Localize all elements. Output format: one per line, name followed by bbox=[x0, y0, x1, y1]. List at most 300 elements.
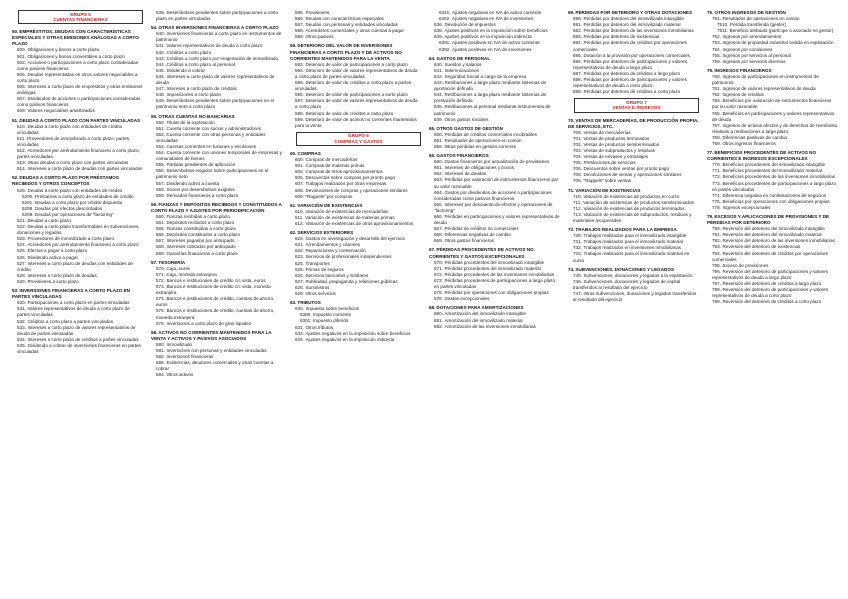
section-number: 50. bbox=[12, 29, 19, 35]
account-name: Cuenta corriente con socios y administradores bbox=[166, 125, 261, 131]
account-code: 607. bbox=[295, 181, 304, 187]
account-item bbox=[151, 251, 282, 257]
account-item bbox=[290, 34, 421, 40]
account-name: Pérdidas por valoración de instrumentos financieros por su valor razonable bbox=[434, 177, 559, 189]
account-code: 695. bbox=[573, 52, 582, 58]
account-name: Deudas a corto plazo por crédito dispuesto bbox=[35, 199, 123, 205]
account-name: Variación de existencias de mercaderías bbox=[305, 208, 388, 214]
account-code: 621. bbox=[295, 242, 304, 248]
account-name: Pérdidas por deterioro de participaciones y valores representativos de deuda a largo plazo bbox=[573, 58, 687, 70]
account-name: Transportes bbox=[305, 260, 330, 266]
account-code: 525. bbox=[17, 248, 26, 254]
group-subtitle: VENTAS E INGRESOS bbox=[612, 105, 661, 111]
account-name: Cuenta corriente con uniones temporales de empresas y comunidades de bienes bbox=[156, 150, 282, 162]
account-code: 567. bbox=[156, 238, 165, 244]
account-name: Servicios de profesionales independientes bbox=[305, 254, 392, 260]
account-name: Ingresos por comisiones bbox=[722, 46, 773, 52]
account-section bbox=[290, 43, 421, 128]
account-code: 791. bbox=[712, 232, 721, 238]
account-name: Pérdidas de créditos comerciales incobrables bbox=[444, 131, 537, 137]
account-code: 763. bbox=[712, 98, 721, 104]
account-code: 759. bbox=[712, 58, 721, 64]
account-name: Pérdidas procedentes del inmovilizado intangible bbox=[444, 259, 545, 265]
account-name: Beneficios por operaciones con obligaciones propias bbox=[722, 198, 830, 204]
group-subtitle: COMPRAS Y GASTOS bbox=[334, 138, 383, 144]
account-item bbox=[151, 360, 282, 372]
account-section bbox=[429, 56, 560, 123]
account-code: 521. bbox=[17, 218, 26, 223]
account-item bbox=[12, 148, 143, 160]
account-section bbox=[290, 203, 421, 227]
account-name: Deudas representadas en otros valores negociables a corto plazo bbox=[17, 71, 138, 83]
account-name: Deudas con características especiales bbox=[305, 16, 384, 22]
account-code: 572. bbox=[156, 277, 165, 283]
account-code: 5208. bbox=[22, 205, 34, 211]
account-code: 510. bbox=[17, 123, 26, 129]
account-name: Reversión del deterioro de créditos a largo plazo bbox=[722, 281, 822, 287]
section-number: 62. bbox=[290, 230, 297, 236]
account-name: Otros gastos financieros bbox=[444, 238, 494, 244]
account-item bbox=[12, 279, 143, 285]
account-code: 626. bbox=[295, 272, 304, 278]
account-name: Deudas a corto plazo bbox=[27, 218, 71, 223]
account-item bbox=[290, 80, 421, 92]
account-section bbox=[290, 230, 421, 297]
group-title: GRUPO 6 bbox=[348, 133, 369, 139]
account-name: Deudas por operaciones de "factoring" bbox=[35, 211, 114, 217]
section-number: 79. bbox=[707, 214, 714, 219]
account-item bbox=[290, 337, 421, 343]
account-item bbox=[12, 325, 143, 337]
account-section bbox=[290, 151, 421, 200]
account-name: Desembolsos pendientes sobre participaciones a corto plazo en partes vinculadas bbox=[156, 10, 279, 22]
account-code: 628. bbox=[295, 284, 304, 290]
section-heading bbox=[429, 247, 560, 259]
account-code: 642. bbox=[434, 73, 443, 79]
section-heading bbox=[290, 43, 421, 61]
account-name: Beneficio atribuido (partícipe o asociado no gestor) bbox=[729, 28, 834, 34]
account-name: Deterioro de valor de valores representativos de deuda a corto plazo bbox=[295, 98, 418, 110]
account-code: 623. bbox=[295, 254, 304, 260]
account-name: Otros gastos sociales bbox=[444, 116, 489, 122]
account-name: Amortización de las inversiones inmobiliarias bbox=[444, 323, 536, 329]
account-name: Pérdida transferida (gestor) bbox=[730, 22, 786, 28]
account-code: 596. bbox=[295, 92, 304, 98]
account-item bbox=[707, 59, 838, 65]
account-item bbox=[290, 291, 421, 297]
section-number: 71. bbox=[568, 187, 575, 193]
account-section bbox=[568, 188, 699, 225]
account-name: Intereses a corto plazo de valores representativos de deuda de partes vinculadas bbox=[17, 324, 136, 336]
account-code: 547. bbox=[156, 86, 165, 92]
account-section bbox=[429, 305, 560, 329]
account-item bbox=[12, 136, 143, 148]
account-name: Gastos financieros por actualización de provisiones bbox=[444, 159, 550, 165]
account-name: Ingresos de valores representativos de deuda bbox=[722, 86, 816, 92]
account-code: 566. bbox=[156, 232, 165, 238]
section-number: 56. bbox=[151, 201, 158, 207]
account-code: 666. bbox=[434, 214, 443, 219]
section-title: TRABAJOS REALIZADOS PARA LA EMPRESA bbox=[575, 227, 677, 233]
account-name: Dividendo activo a pagar bbox=[27, 254, 79, 260]
account-name: Devolución de impuestos bbox=[444, 22, 496, 28]
account-code: 690. bbox=[573, 16, 582, 22]
section-title: SUBVENCIONES, DONACIONES Y LEGADOS bbox=[575, 266, 675, 272]
section-title: COMPRAS bbox=[297, 150, 321, 156]
account-name: Gastos excepcionales bbox=[444, 296, 490, 302]
account-code: 574. bbox=[156, 296, 165, 302]
account-name: Compras de otros aprovisionamientos bbox=[305, 169, 383, 175]
account-name: Ajustes positivos en la imposición sobre beneficios bbox=[444, 28, 548, 34]
account-section bbox=[12, 175, 143, 285]
account-name: Publicidad, propaganda y relaciones públicas bbox=[305, 278, 398, 284]
account-item bbox=[429, 80, 560, 92]
account-code: 795. bbox=[712, 262, 721, 268]
account-code: 505. bbox=[17, 71, 26, 77]
account-code: 606. bbox=[295, 175, 304, 181]
account-name: Intereses de obligaciones y bonos bbox=[444, 165, 514, 171]
section-number: 59. bbox=[290, 43, 297, 49]
account-code: 660. bbox=[434, 159, 443, 165]
account-name: Ingresos por arrendamientos bbox=[722, 34, 782, 40]
account-name: Intereses a corto plazo de empréstitos y otras emisiones análogas bbox=[17, 84, 143, 96]
account-code: 629. bbox=[295, 291, 304, 297]
account-item bbox=[568, 279, 699, 291]
account-code: 501. bbox=[17, 53, 26, 59]
account-code: 5209. bbox=[22, 211, 34, 217]
account-code: 512. bbox=[17, 147, 26, 153]
account-code: 551. bbox=[156, 125, 165, 131]
account-section bbox=[12, 288, 143, 355]
account-name: Créditos a corto plazo bbox=[166, 49, 212, 55]
account-code: 640. bbox=[434, 61, 443, 67]
account-code: 583. bbox=[156, 360, 165, 366]
account-code: 533. bbox=[17, 324, 26, 330]
account-code: 767. bbox=[712, 122, 721, 128]
account-section bbox=[151, 330, 282, 379]
account-code: 762. bbox=[712, 92, 721, 98]
account-code: 539. bbox=[156, 10, 165, 15]
account-code: 700. bbox=[573, 129, 582, 135]
account-name: Gastos por dividendos de acciones o participaciones consideradas como pasivos financieros bbox=[434, 189, 552, 201]
account-code: 662. bbox=[434, 171, 443, 177]
account-code: 797. bbox=[712, 281, 721, 287]
account-name: Cuentas corrientes en fusiones y escisiones bbox=[166, 143, 257, 149]
account-name: Créditos a corto plazo por enajenación de inmovilizado bbox=[166, 55, 279, 61]
account-name: Reversión del deterioro del inmovilizado material bbox=[722, 232, 822, 238]
account-name: Deterioro de valor de créditos a corto plazo bbox=[305, 110, 394, 116]
account-name: Ingresos de participaciones en instrumentos de patrimonio bbox=[712, 73, 819, 86]
account-item bbox=[151, 31, 282, 43]
account-section bbox=[707, 214, 838, 305]
account-code: 769. bbox=[712, 140, 721, 146]
account-section bbox=[429, 126, 560, 150]
section-title: VARIACIÓN DE EXISTENCIAS bbox=[297, 202, 363, 208]
account-item bbox=[151, 74, 282, 86]
account-code: 541. bbox=[156, 43, 165, 49]
account-item bbox=[429, 238, 560, 244]
account-code: 624. bbox=[295, 260, 304, 266]
account-item bbox=[568, 59, 699, 71]
section-number: 73. bbox=[568, 227, 575, 233]
account-code: 664. bbox=[434, 189, 443, 195]
column-1 bbox=[12, 10, 143, 593]
account-name: Créditos a corto plazo a partes vinculadas bbox=[27, 318, 113, 324]
account-code: 644. bbox=[434, 92, 443, 98]
section-title: GASTOS FINANCIEROS bbox=[436, 153, 489, 159]
section-title: EMPRÉSTITOS, DEUDAS CON CARACTERÍSTICAS ESPECIALES Y OTRAS EMISIONES ANÁLOGAS A CORTO PLAZO bbox=[12, 29, 139, 47]
account-name: Inversiones financieras a corto plazo en instrumentos de patrimonio bbox=[156, 31, 282, 43]
account-code: 682. bbox=[434, 323, 443, 329]
section-heading bbox=[151, 330, 282, 342]
account-code: 681. bbox=[434, 317, 443, 323]
account-name: Reversión del deterioro del inmovilizado intangible bbox=[722, 226, 825, 232]
account-name: Diferencias positivas de cambio bbox=[722, 134, 788, 140]
account-code: 585. bbox=[295, 10, 304, 15]
section-title: OTRAS CUENTAS NO BANCARIAS bbox=[158, 113, 235, 119]
section-title: EXCESOS Y APLICACIONES DE PROVISIONES Y DE PÉRDIDAS POR DETERIORO bbox=[707, 214, 830, 226]
account-item bbox=[12, 124, 143, 136]
account-code: 548. bbox=[156, 92, 165, 98]
account-code: 794. bbox=[712, 250, 721, 256]
account-code: 601. bbox=[295, 163, 304, 169]
account-code: 6300. bbox=[300, 312, 312, 318]
section-title: ACTIVOS NO CORRIENTES MANTENIDOS PARA LA VENTA Y ACTIVOS Y PASIVOS ASOCIADOS bbox=[151, 329, 272, 341]
account-code: 740. bbox=[573, 272, 582, 278]
account-code: 612. bbox=[295, 221, 304, 226]
account-name: Titular de la explotación bbox=[166, 119, 215, 125]
account-section bbox=[151, 202, 282, 257]
account-name: Intereses a corto plazo de créditos a partes vinculadas bbox=[27, 336, 139, 342]
account-section bbox=[707, 10, 838, 65]
account-name: Ventas de subproductos y residuos bbox=[583, 147, 655, 153]
account-code: 699. bbox=[573, 89, 582, 95]
account-code: 506. bbox=[17, 84, 26, 90]
account-section bbox=[12, 118, 143, 173]
account-code: 638. bbox=[434, 28, 443, 34]
account-code: 708. bbox=[573, 172, 582, 178]
account-name: Fianzas recibidas a corto plazo bbox=[166, 214, 230, 219]
account-code: 694. bbox=[573, 40, 582, 46]
account-section bbox=[707, 150, 838, 211]
account-code: 792. bbox=[712, 238, 721, 244]
account-name: Participaciones a corto plazo en partes vinculadas bbox=[27, 300, 130, 306]
account-name: Proveedores de inmovilizado a corto plazo, partes vinculadas bbox=[17, 135, 129, 147]
account-code: 6391. bbox=[439, 40, 451, 46]
account-code: 771. bbox=[712, 168, 721, 174]
account-item bbox=[429, 278, 560, 290]
account-code: 770. bbox=[712, 162, 721, 168]
account-name: Inversiones financieras bbox=[166, 354, 214, 360]
account-name: Derivados financieros a corto plazo bbox=[166, 192, 239, 198]
account-code: 678. bbox=[434, 296, 443, 302]
section-number: 61. bbox=[290, 202, 297, 208]
section-title: GASTOS DE PERSONAL bbox=[436, 55, 491, 61]
account-code: 522. bbox=[17, 224, 26, 230]
account-name: Diferencias negativas de cambio bbox=[444, 232, 511, 238]
section-number: 75. bbox=[707, 10, 714, 15]
account-code: 543. bbox=[156, 55, 165, 61]
account-subitem bbox=[429, 47, 560, 53]
account-name: Bancos e instituciones de crédito, cuentas de ahorro, moneda extranjera bbox=[156, 308, 275, 320]
account-code: 581. bbox=[156, 347, 165, 353]
section-heading bbox=[12, 288, 143, 300]
account-code: 711. bbox=[573, 199, 582, 205]
account-name: Servicios bancarios y similares bbox=[305, 272, 369, 278]
account-item bbox=[568, 77, 699, 89]
account-name: Depósitos recibidos a corto plazo bbox=[166, 220, 235, 226]
account-code: 599. bbox=[295, 116, 304, 122]
account-code: 669. bbox=[434, 238, 443, 244]
account-name: Variación de existencias de productos terminados bbox=[583, 205, 685, 211]
account-name: Ajustes positivos en IVA de inversiones bbox=[452, 46, 532, 52]
account-name: Reversión del deterioro de existencias bbox=[722, 244, 801, 250]
account-code: 557. bbox=[156, 180, 165, 186]
account-code: 705. bbox=[573, 160, 582, 166]
account-name: Pérdidas por deterioro del inmovilizado material bbox=[583, 22, 681, 28]
account-code: 746. bbox=[573, 278, 582, 284]
account-code: 692. bbox=[573, 28, 582, 34]
section-heading bbox=[12, 175, 143, 187]
account-code: 625. bbox=[295, 266, 304, 272]
account-name: Otras pérdidas en gestión corriente bbox=[444, 143, 517, 149]
account-code: 798. bbox=[712, 287, 721, 293]
account-item bbox=[429, 202, 560, 214]
section-heading bbox=[151, 202, 282, 214]
column-4 bbox=[429, 10, 560, 593]
account-name: Ventas de mercaderías bbox=[583, 129, 631, 135]
account-code: 620. bbox=[295, 236, 304, 242]
account-name: Deterioro de valor de créditos a corto plazo a partes vinculadas bbox=[295, 80, 412, 92]
account-name: "Rappels" sobre ventas bbox=[583, 178, 632, 184]
section-title: INVERSIONES FINANCIERAS A CORTO PLAZO EN PARTES VINCULADAS bbox=[12, 288, 130, 300]
column-5 bbox=[568, 10, 699, 593]
account-item bbox=[429, 177, 560, 189]
section-number: 67. bbox=[429, 247, 436, 253]
account-name: Ajustes positivos en IVA de activo corriente bbox=[452, 40, 540, 46]
account-code: 531. bbox=[17, 306, 26, 312]
account-code: 650. bbox=[434, 131, 443, 137]
section-number: 51. bbox=[12, 117, 19, 123]
account-name: Otros servicios bbox=[305, 291, 336, 297]
account-name: Dividendos de acciones o participaciones consideradas como pasivos financieros bbox=[17, 96, 141, 108]
account-code: 573. bbox=[156, 284, 165, 290]
account-code: 665. bbox=[434, 201, 443, 207]
account-code: 774. bbox=[712, 192, 721, 198]
section-number: 69. bbox=[568, 10, 575, 15]
section-title: PÉRDIDAS PROCEDENTES DE ACTIVOS NO CORRIENTES Y GASTOS EXCEPCIONALES bbox=[429, 247, 534, 259]
section-title: OTROS INGRESOS DE GESTIÓN bbox=[714, 10, 786, 15]
account-item bbox=[568, 40, 699, 52]
account-code: 731. bbox=[573, 239, 582, 245]
account-name: Ingresos de créditos bbox=[722, 92, 764, 98]
account-code: 550. bbox=[156, 119, 165, 125]
account-name: Inmovilizado bbox=[166, 341, 192, 347]
account-section bbox=[151, 25, 282, 110]
account-name: Acreedores por arrendamiento financiero a corto plazo, partes vinculadas. bbox=[17, 147, 140, 160]
account-name: Variación de existencias de productos semiterminados bbox=[583, 199, 694, 205]
account-item bbox=[429, 104, 560, 116]
account-code: 799. bbox=[712, 299, 721, 305]
account-code: 775. bbox=[712, 198, 721, 204]
account-name: Pérdidas por deterioro del inmovilizado intangible bbox=[583, 16, 684, 22]
account-code: 631. bbox=[295, 324, 304, 330]
account-item bbox=[707, 141, 838, 147]
account-item bbox=[707, 299, 838, 305]
account-code: 571. bbox=[156, 271, 165, 277]
account-code: 630. bbox=[295, 306, 304, 312]
account-code: 610. bbox=[295, 208, 304, 214]
account-name: Retribuciones al personal mediante instrumentos de patrimonio bbox=[434, 104, 551, 116]
account-code: 6342. bbox=[439, 16, 451, 22]
account-code: 535. bbox=[17, 342, 26, 348]
account-name: Trabajos realizados por otras empresas bbox=[305, 181, 387, 187]
account-code: 549. bbox=[156, 98, 165, 104]
section-number: 58. bbox=[151, 329, 158, 335]
account-code: 569. bbox=[156, 250, 165, 256]
account-code: 633. bbox=[295, 330, 304, 336]
account-code: 514. bbox=[17, 166, 26, 172]
account-code: 773. bbox=[712, 180, 721, 186]
account-code: 755. bbox=[712, 52, 721, 58]
account-code: 598. bbox=[295, 110, 304, 116]
account-name: Exceso de provisiones bbox=[722, 262, 769, 268]
account-section bbox=[568, 10, 699, 95]
account-code: 597. bbox=[295, 98, 304, 104]
account-item bbox=[290, 98, 421, 110]
account-code: 532. bbox=[17, 318, 26, 324]
account-code: 693. bbox=[573, 34, 582, 40]
account-code: 793. bbox=[712, 244, 721, 250]
account-name: Pérdidas procedentes de participaciones a largo plazo en partes vinculadas bbox=[434, 277, 556, 290]
account-code: 609. bbox=[295, 193, 304, 199]
account-code: 584. bbox=[156, 372, 165, 378]
account-name: Intereses a corto plazo de deudas con entidades de crédito bbox=[17, 260, 133, 272]
account-code: 698. bbox=[573, 77, 582, 83]
account-code: 7511. bbox=[717, 28, 729, 34]
account-code: 545. bbox=[156, 67, 165, 73]
section-title: OTROS GASTOS DE GESTIÓN bbox=[436, 125, 503, 131]
account-name: Efectos a pagar a corto plazo bbox=[27, 248, 88, 254]
account-code: 558. bbox=[156, 186, 165, 192]
account-name: Valores negociables amortizados bbox=[27, 108, 95, 114]
account-name: Pérdidas por deterioro de créditos a largo plazo bbox=[583, 70, 681, 76]
account-name: Pérdidas por deterioro de participaciones y valores representativos de deuda a corto plazo bbox=[573, 77, 687, 89]
account-code: 513. bbox=[17, 160, 26, 166]
account-name: Ingresos excepcionales bbox=[722, 204, 771, 210]
account-name: Dividendo a cobrar bbox=[166, 67, 206, 73]
account-code: 768. bbox=[712, 134, 721, 140]
account-name: Obligaciones y bonos convertibles a corto plazo bbox=[27, 53, 125, 59]
account-section bbox=[429, 153, 560, 244]
section-number: 68. bbox=[429, 305, 436, 311]
account-name: Bancos e instituciones de crédito c/c vista, moneda extranjera bbox=[156, 284, 271, 296]
account-item bbox=[707, 98, 838, 110]
section-heading bbox=[707, 150, 838, 162]
account-code: 627. bbox=[295, 278, 304, 284]
account-code: 554. bbox=[156, 150, 165, 156]
account-code: 593. bbox=[295, 61, 304, 67]
account-code: 530. bbox=[17, 300, 26, 306]
account-code: 713. bbox=[573, 211, 582, 217]
account-item bbox=[151, 132, 282, 144]
account-name: Deudas a corto plazo con entidades de crédito bbox=[27, 187, 123, 193]
account-code: 706. bbox=[573, 166, 582, 172]
account-name: Trabajos realizados para el inmovilizado material bbox=[583, 239, 683, 245]
account-code: 555. bbox=[156, 162, 165, 168]
account-code: 560. bbox=[156, 214, 165, 219]
account-name: Imposiciones a corto plazo bbox=[166, 92, 221, 98]
